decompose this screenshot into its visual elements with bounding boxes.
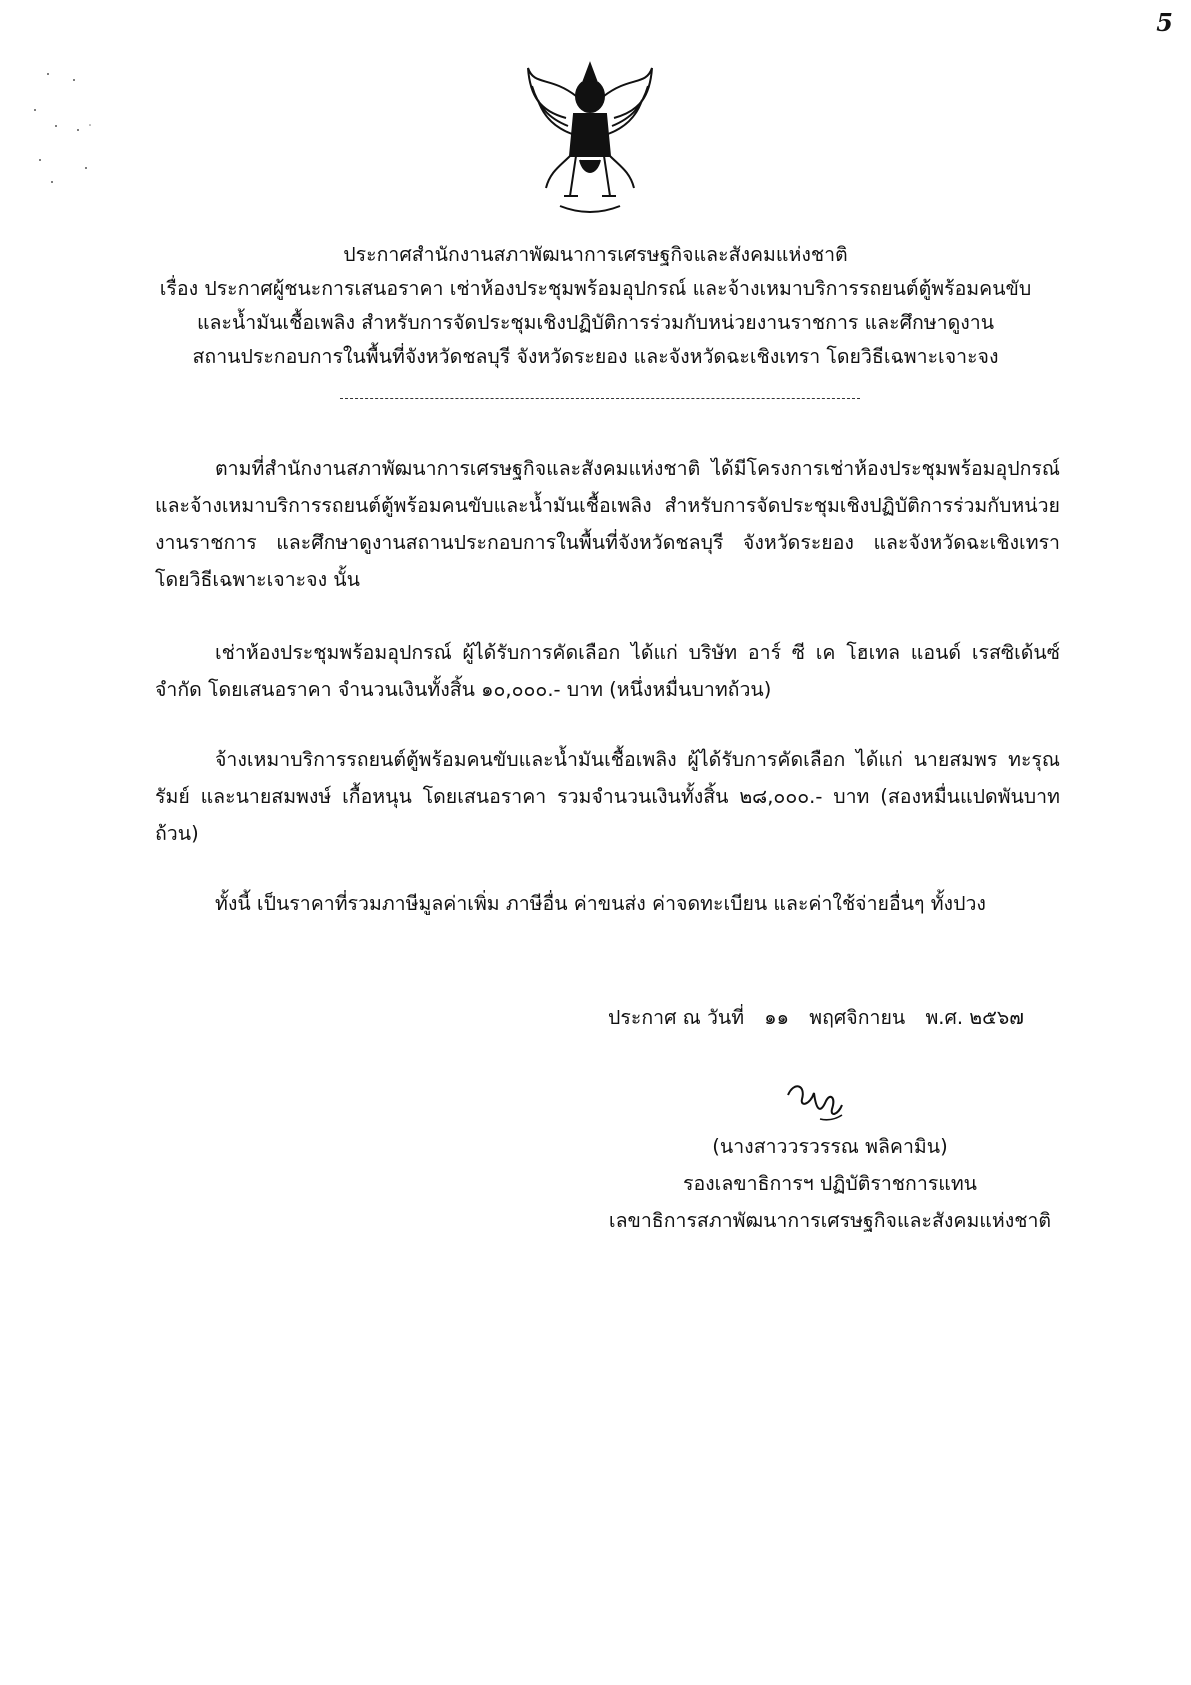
paragraph-meeting-room-text: เช่าห้องประชุมพร้อมอุปกรณ์ ผู้ได้รับการคัดเลือก ได้แก่ บริษัท อาร์ ซี เค โฮเทล แอนด์ เรสซิเด้นซ์ จำกัด โดยเสนอราคา จำนวนเงินทั้งสิ้น ๑๐,๐๐๐.- บาท (หนึ่งหมื่นบาทถ้วน): [155, 641, 1060, 701]
heading-subject-1: เรื่อง ประกาศผู้ชนะการเสนอราคา เช่าห้องประชุมพร้อมอุปกรณ์ และจ้างเหมาบริการรถยนต์ตู้พร้อมคนขับ: [159, 277, 1032, 300]
signature-block: [560, 1128, 1100, 1239]
page-number: 5: [1156, 8, 1173, 37]
announcement-heading: [60, 238, 1131, 374]
signatory-position-2: เลขาธิการสภาพัฒนาการเศรษฐกิจและสังคมแห่งชาติ: [608, 1209, 1052, 1232]
separator-rule: [340, 398, 860, 399]
paragraph-price-note-text: ทั้งนี้ เป็นราคาที่รวมภาษีมูลค่าเพิ่ม ภาษีอื่น ค่าขนส่ง ค่าจดทะเบียน และค่าใช้จ่ายอื่นๆ ทั้งปวง: [215, 892, 986, 915]
date-day: ๑๑: [764, 1006, 790, 1029]
paragraph-price-note: [155, 885, 1060, 922]
date-prefix: ประกาศ ณ วันที่: [608, 1006, 745, 1029]
heading-agency: ประกาศสำนักงานสภาพัฒนาการเศรษฐกิจและสังคมแห่งชาติ: [343, 243, 848, 266]
date-year: พ.ศ. ๒๕๖๗: [925, 1006, 1024, 1029]
heading-subject-3: สถานประกอบการในพื้นที่จังหวัดชลบุรี จังหวัดระยอง และจังหวัดฉะเชิงเทรา โดยวิธีเฉพาะเจาะจง: [192, 345, 999, 368]
heading-subject-2: และน้ำมันเชื้อเพลิง สำหรับการจัดประชุมเชิงปฏิบัติการร่วมกับหน่วยงานราชการ และศึกษาดูงาน: [196, 311, 995, 334]
signatory-position-1: รองเลขาธิการฯ ปฏิบัติราชการแทน: [682, 1172, 978, 1195]
paragraph-intro-text: ตามที่สำนักงานสภาพัฒนาการเศรษฐกิจและสังคมแห่งชาติ ได้มีโครงการเช่าห้องประชุมพร้อมอุปกรณ์ และจ้างเหมาบริการรถยนต์ตู้พร้อมคนขับและน้ำมันเชื้อเพลิง สำหรับการจัดประชุมเชิงปฏิบัติการร่วมกับหน่วยงานราชการ และศึกษาดูงานสถานประกอบการในพื้นที่จังหวัดชลบุรี จังหวัดระยอง และจังหวัดฉะเชิงเทรา โดยวิธีเฉพาะเจาะจง นั้น: [155, 457, 1060, 591]
announcement-date: [608, 1002, 1024, 1033]
signatory-name: (นางสาววรวรรณ พลิคามิน): [712, 1135, 948, 1158]
garuda-emblem-icon: [520, 56, 660, 216]
date-month: พฤศจิกายน: [809, 1006, 906, 1029]
paragraph-intro: [155, 450, 1060, 598]
paragraph-van-service: [155, 741, 1060, 852]
paragraph-van-service-text: จ้างเหมาบริการรถยนต์ตู้พร้อมคนขับและน้ำมันเชื้อเพลิง ผู้ได้รับการคัดเลือก ได้แก่ นายสมพร ทะรุณรัมย์ และนายสมพงษ์ เกื้อหนุน โดยเสนอราคา รวมจำนวนเงินทั้งสิ้น ๒๘,๐๐๐.- บาท (สองหมื่นแปดพันบาทถ้วน): [155, 748, 1060, 845]
handwritten-signature-icon: [780, 1075, 850, 1125]
scan-specks: [30, 70, 120, 210]
paragraph-meeting-room: [155, 634, 1060, 708]
